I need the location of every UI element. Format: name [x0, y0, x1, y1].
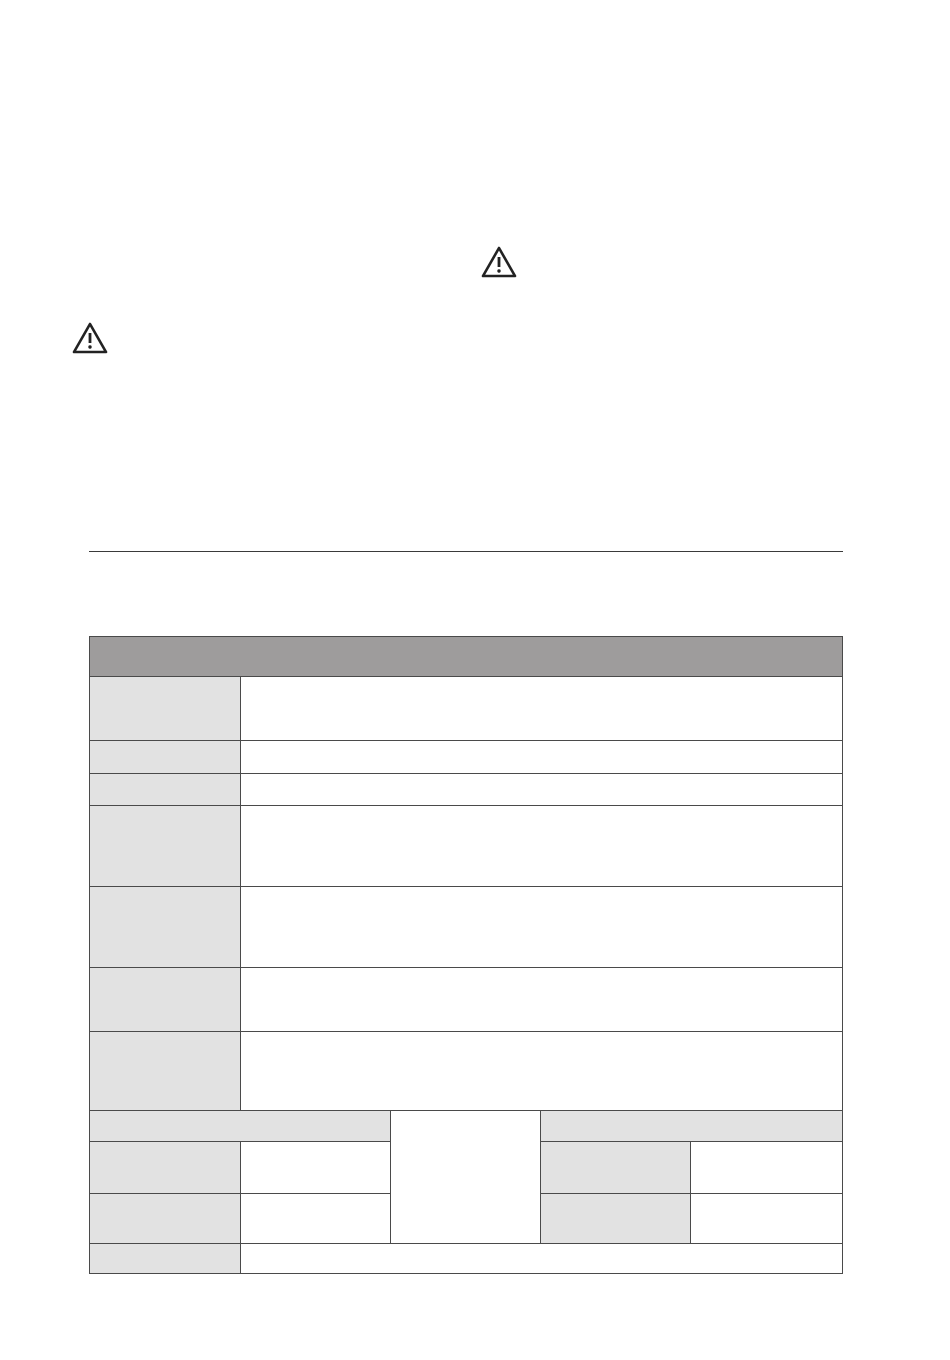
row-value — [241, 887, 843, 968]
sub-header-left — [90, 1111, 391, 1142]
row-value — [241, 968, 843, 1032]
table-row — [90, 1032, 843, 1111]
warning-triangle-icon — [72, 322, 108, 354]
row-value — [241, 1244, 843, 1274]
specifications-table — [89, 636, 843, 1274]
table-row — [90, 774, 843, 806]
row-label — [90, 677, 241, 741]
table-row — [90, 968, 843, 1032]
table-row — [90, 806, 843, 887]
table-header — [90, 637, 843, 677]
right-label — [541, 1194, 691, 1244]
row-value — [241, 1032, 843, 1111]
table-row — [90, 741, 843, 774]
section-divider — [89, 551, 843, 552]
row-label — [90, 741, 241, 774]
row-label — [90, 774, 241, 806]
row-label — [90, 1244, 241, 1274]
row-value — [241, 741, 843, 774]
left-value — [241, 1194, 391, 1244]
row-label — [90, 1032, 241, 1111]
table-row — [90, 1244, 843, 1274]
center-merged-cell — [391, 1111, 541, 1244]
left-label — [90, 1194, 241, 1244]
row-label — [90, 887, 241, 968]
sub-header-right — [541, 1111, 843, 1142]
left-value — [241, 1142, 391, 1194]
table-subheader-row — [90, 1111, 843, 1142]
right-value — [691, 1142, 843, 1194]
right-label — [541, 1142, 691, 1194]
row-value — [241, 774, 843, 806]
table-row — [90, 887, 843, 968]
row-value — [241, 677, 843, 741]
warning-triangle-icon — [481, 246, 517, 278]
table-header-row — [90, 637, 843, 677]
right-value — [691, 1194, 843, 1244]
row-value — [241, 806, 843, 887]
left-label — [90, 1142, 241, 1194]
table-row — [90, 677, 843, 741]
row-label — [90, 968, 241, 1032]
row-label — [90, 806, 241, 887]
